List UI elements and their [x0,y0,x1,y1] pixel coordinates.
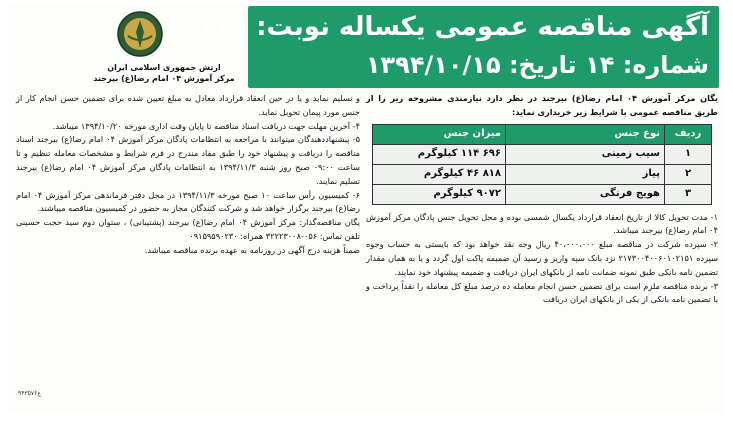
cell-item-type: پیاز [506,164,665,184]
header-banner [198,6,719,88]
ad-code: ع۹۴۳۵۷۶ [18,390,41,397]
org-line-1: ارتش جمهوری اسلامی ایران [107,63,221,72]
intro-text: یگان مرکز آموزش ۰۴ امام رضا(ع) بیرجند در نظر دارد نیازمندی مشروحه زیر را از طریق مناقصه عمومی با شرایط زیر خریداری نماید: [366,93,718,117]
table-row [373,144,712,164]
col-header-item-type: نوع جنس [506,124,665,144]
cell-item-type: سیب زمینی [506,144,665,164]
table-row [373,164,712,184]
table-header-row [373,124,712,144]
left-column [16,92,360,258]
items-table [372,124,712,205]
organization-name [84,62,244,84]
cell-row-number: ۳ [665,184,712,204]
col-header-quantity: میزان جنس [373,124,506,144]
cell-row-number: ۱ [665,144,712,164]
cell-item-type: هویج فرنگی [506,184,665,204]
condition-paragraph-3: ۳- برنده مناقصه ملزم است برای تضمین حسن انجام معامله ده درصد مبلغ کل معامله را نقداً پرداخت و یا تضمین نامه بانکی از یکی از بانکهای ایران دریافت [366,280,718,305]
condition-paragraph-1: ۱- مدت تحویل کالا از تاریخ انعقاد قرارداد یکسال شمسی بوده و محل تحویل جنس پادگان مرکز آموزش ۰۴ امام رضا(ع) بیرجند میباشد. [366,211,718,236]
org-line-2: مرکز آموزش ۰۴ امام رضا(ع) بیرجند [93,74,235,83]
ad-number-date: شماره: ۱۴ تاریخ: ۱۳۹۴/۱۰/۱۵ [365,51,709,79]
table-row [373,184,712,204]
cell-quantity: ۹۰۷۲ کیلوگرم [373,184,506,204]
cell-quantity: ۶۹۶ ۱۱۴ کیلوگرم [373,144,506,164]
right-column [366,92,718,307]
col-header-row-number: ردیف [665,124,712,144]
ad-title: آگهی مناقصه عمومی یکساله نوبت: دوم [198,12,709,42]
tender-advertisement [8,4,725,414]
condition-paragraph-5: ۵- پیشنهاددهندگان میتوانند با مراجعه به انتظامات پادگان مرکز آموزش ۰۴ امام رضا(ع) بیرجند اسناد مناقصه را دریافت و پیشنهاد خود را طبق مفاد مندرج در فرم شرایط و مشخصات معامله تنظیم و تا ساعت ۰۹:۰۰ صبح روز شنبه ۱۳۹۴/۱۱/۳ به انتظامات پادگان مرکز آموزش ۰۴ امام رضا(ع) بیرجند تسلیم نمایند. [16,134,360,186]
army-emblem-icon [116,10,164,58]
fee-note-paragraph: ضمناً هزینه درج آگهی در روزنامه به عهده برنده مناقصه میباشد. [144,244,360,255]
continuation-paragraph: و تسلیم نماید و یا در حین انعقاد قرارداد معادل به مبلغ تعیین شده برای تضمین حسن انجام کار از جنس مورد پیمان تحویل نماید. [16,93,360,117]
contact-paragraph: یگان مناقصه‌گذار: مرکز آموزش ۰۴ امام رضا(ع) بیرجند (پشتیبانی) ، ستوان دوم سید حجت حسینی تلفن تماس: ۰۵۶-۳۲۲۲۳۰۰۸ همراه: ۰۹۱۵۹۵۹۰۲۳۰ [16,217,361,241]
condition-paragraph-2: ۲- سپرده شرکت در مناقصه مبلغ ۴۰،۰۰۰،۰۰۰ ریال وجه نقد خواهد بود که بایستی به حساب وجوه سپرده ۲۱۷۳۰۰۴۰۰۶۰۱۰۲۱۵۱ نزد بانک سپه واریز و رسید آن ضمیمه پاکت اول گردد و یا به همان مقدار تضمین نامه بانکی طبق نمونه ضمانت نامه از بانکهای ایران دریافت و ضمیمه پیشنهاد خود نمایند. [366,239,719,277]
condition-paragraph-4: ۴- آخرین مهلت جهت دریافت اسناد مناقصه تا پایان وقت اداری مورخه ۱۳۹۴/۱۰/۲۰ میباشد. [52,120,360,131]
cell-quantity: ۸۱۸ ۴۶ کیلوگرم [373,164,506,184]
condition-paragraph-6: ۶- کمیسیون رأس ساعت ۱۰ صبح مورخه ۱۳۹۴/۱۱/۳ در محل دفتر فرماندهی مرکز آموزش ۰۴ امام رضا(ع) بیرجند برگزار خواهد شد و شرکت کنندگان مجاز به حضور در کمیسیون مناقصه میباشند. [16,189,360,214]
cell-row-number: ۲ [665,164,712,184]
